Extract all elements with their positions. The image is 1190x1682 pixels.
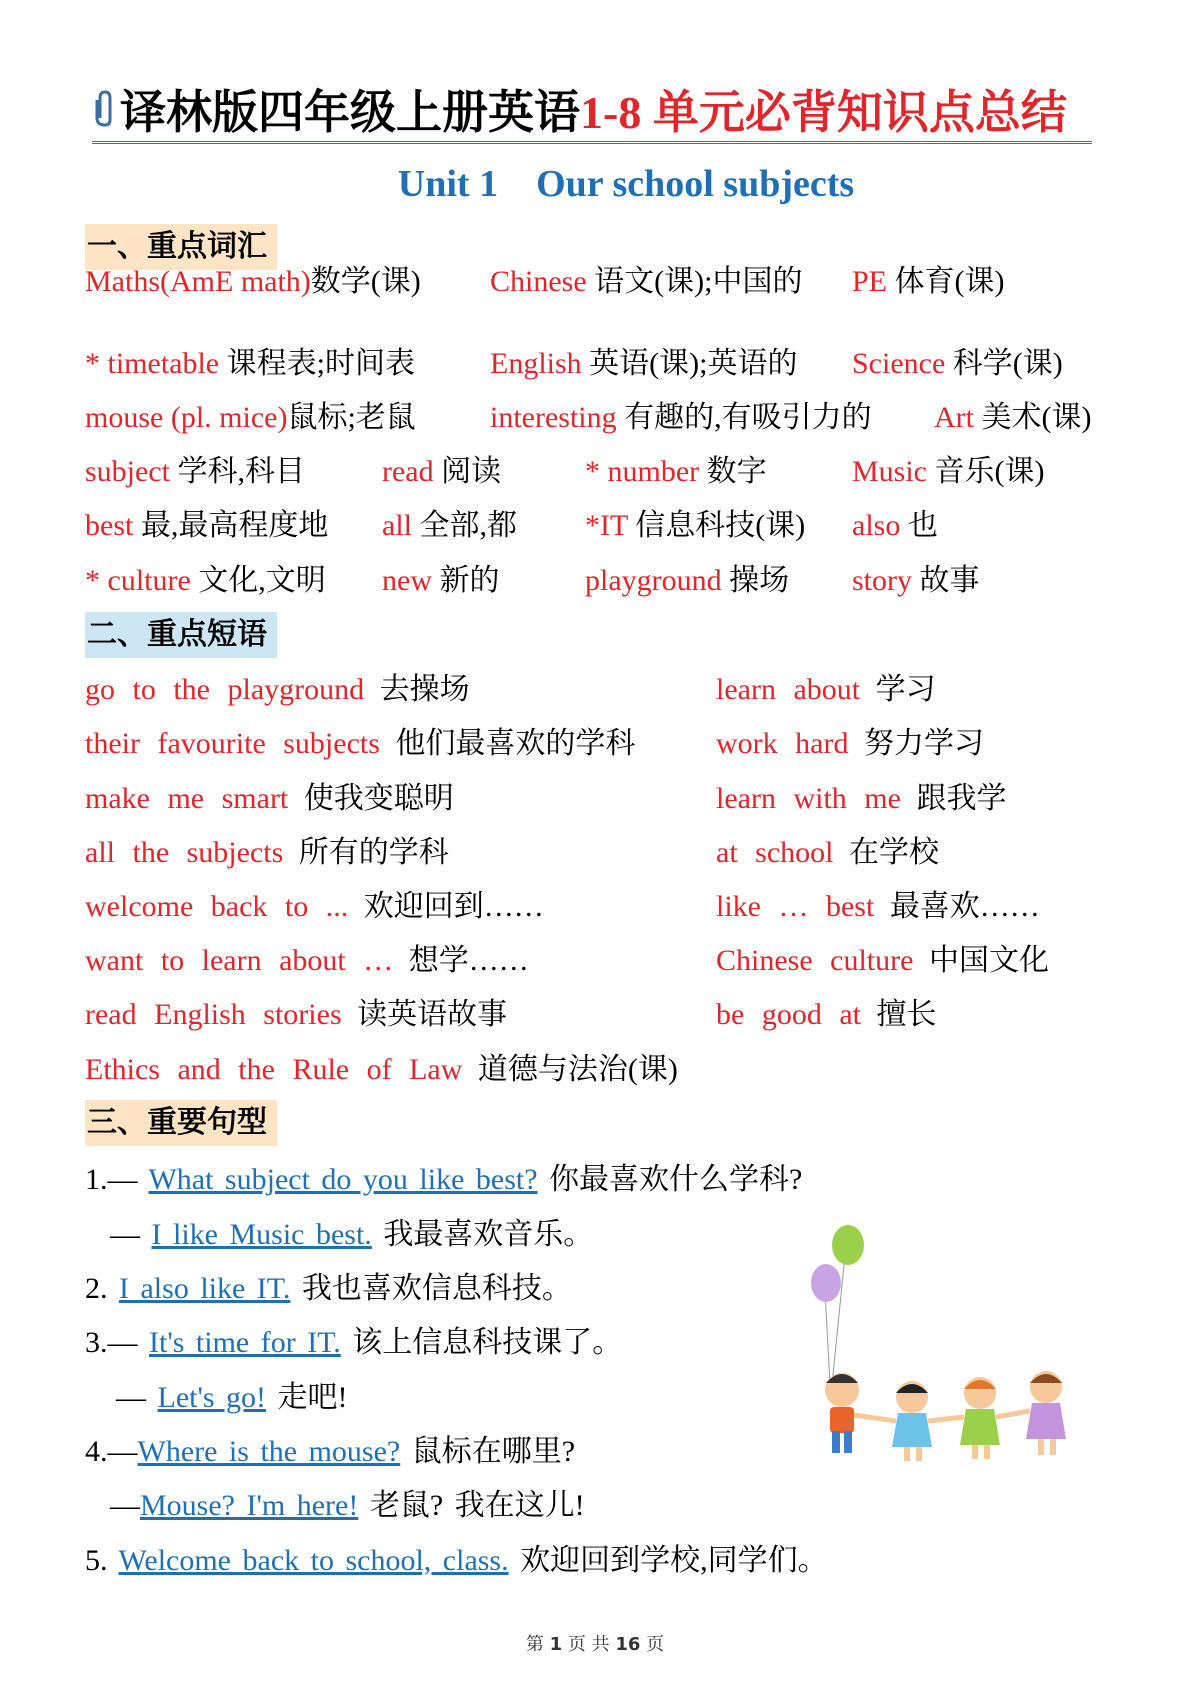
vocab-item: story 故事	[852, 564, 980, 597]
vocab-item: subject 学科,科目	[85, 455, 305, 488]
phrase-item: like … best 最喜欢……	[716, 890, 1040, 923]
section-heading-vocab: 一、重点词汇	[85, 224, 277, 270]
vocab-item: playground 操场	[585, 564, 790, 597]
phrase-item: want to learn about … 想学……	[85, 944, 529, 977]
title-main: 译林版四年级上册英语	[120, 87, 580, 138]
vocab-item: also 也	[852, 509, 938, 542]
sentence-item: — Let's go! 走吧!	[116, 1381, 348, 1414]
phrase-item: all the subjects 所有的学科	[85, 836, 449, 869]
vocab-item: new 新的	[382, 564, 500, 597]
sentence-item: 1.— What subject do you like best? 你最喜欢什么学科?	[85, 1163, 803, 1196]
vocab-item: Art 美术(课)	[934, 401, 1092, 434]
vocab-item: all 全部,都	[382, 509, 517, 542]
title-highlight: 1-8 单元必背知识点总结	[580, 87, 1067, 138]
phrase-item: at school 在学校	[716, 836, 939, 869]
vocab-item: * number 数字	[585, 455, 767, 488]
sentence-item: — I like Music best. 我最喜欢音乐。	[110, 1218, 594, 1251]
phrase-item: welcome back to ... 欢迎回到……	[85, 890, 544, 923]
vocab-item: Science 科学(课)	[852, 347, 1063, 380]
paperclip-icon	[92, 88, 118, 139]
phrase-item: be good at 擅长	[716, 998, 937, 1031]
sentence-item: 4.—Where is the mouse? 鼠标在哪里?	[85, 1435, 576, 1468]
vocab-item: interesting 有趣的,有吸引力的	[490, 401, 872, 434]
sentence-item: —Mouse? I'm here! 老鼠? 我在这儿!	[110, 1489, 585, 1522]
phrase-item: learn with me 跟我学	[716, 782, 1007, 815]
vocab-item: * culture 文化,文明	[85, 564, 326, 597]
vocab-item: Chinese 语文(课);中国的	[490, 265, 803, 298]
page-footer: 第 1 页 共 16 页	[525, 1634, 665, 1655]
phrase-item: their favourite subjects 他们最喜欢的学科	[85, 727, 636, 760]
phrase-item: Chinese culture 中国文化	[716, 944, 1049, 977]
vocab-item: Music 音乐(课)	[852, 455, 1045, 488]
vocab-item: *IT 信息科技(课)	[585, 509, 806, 542]
phrase-item: make me smart 使我变聪明	[85, 782, 454, 815]
vocab-item: mouse (pl. mice)鼠标;老鼠	[85, 401, 416, 434]
section-heading-phrases: 二、重点短语	[85, 612, 277, 658]
section-heading-sentences: 三、重要句型	[85, 1100, 277, 1146]
phrase-item: go to the playground 去操场	[85, 673, 470, 706]
phrase-item: Ethics and the Rule of Law 道德与法治(课)	[85, 1053, 678, 1086]
vocab-item: Maths(AmE math)数学(课)	[85, 265, 421, 298]
vocab-item: * timetable 课程表;时间表	[85, 347, 415, 380]
vocab-item: English 英语(课);英语的	[490, 347, 798, 380]
sentence-item: 5. Welcome back to school, class. 欢迎回到学校,同学们。	[85, 1544, 828, 1577]
unit-name: Our school subjects	[536, 163, 855, 205]
unit-heading	[0, 162, 1190, 206]
vocab-item: PE 体育(课)	[852, 265, 1005, 298]
phrase-item: work hard 努力学习	[716, 727, 984, 760]
phrase-item: read English stories 读英语故事	[85, 998, 508, 1031]
sentence-item: 2. I also like IT. 我也喜欢信息科技。	[85, 1272, 572, 1305]
page-title	[92, 88, 1092, 144]
sentence-item: 3.— It's time for IT. 该上信息科技课了。	[85, 1326, 623, 1359]
kids-illustration	[790, 1225, 1090, 1470]
phrase-item: learn about 学习	[716, 673, 936, 706]
unit-label: Unit 1	[397, 163, 499, 205]
vocab-item: read 阅读	[382, 455, 502, 488]
vocab-item: best 最,最高程度地	[85, 509, 329, 542]
